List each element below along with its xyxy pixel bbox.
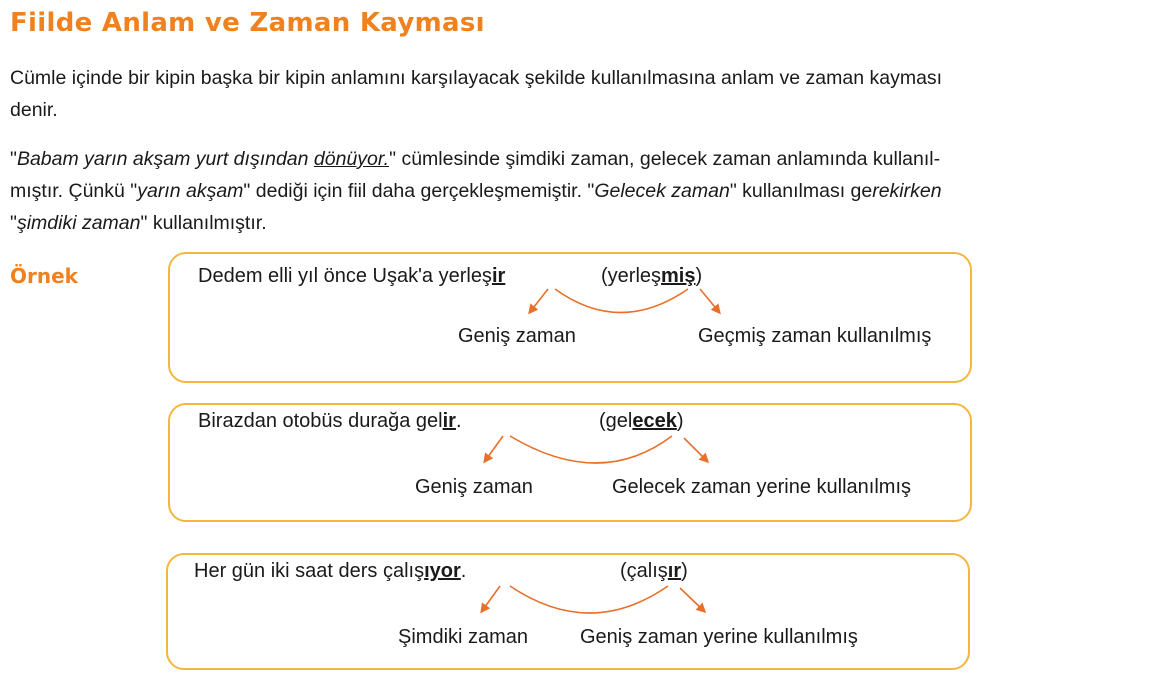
page-title: Fiilde Anlam ve Zaman Kayması xyxy=(10,8,485,38)
example-quote-verb: dönüyor. xyxy=(313,148,390,170)
example-sentence: Birazdan otobüs durağa gelir. xyxy=(198,410,462,432)
alternative-form: (gelecek) xyxy=(599,410,684,432)
explanation-text: mıştır. Çünkü " xyxy=(10,180,138,202)
quote-phrase: Gelecek zaman xyxy=(594,180,730,202)
quote-phrase: yarın akşam xyxy=(137,180,244,202)
quote-phrase: şimdiki zaman xyxy=(16,212,141,234)
tense-label-left: Geniş zaman xyxy=(458,325,576,347)
verb-suffix: ıyor xyxy=(424,560,461,582)
explanation-line-1 xyxy=(10,143,1145,175)
alternative-form: (yerleşmiş) xyxy=(601,265,703,287)
alt-suffix: ır xyxy=(667,560,682,582)
verb-suffix: ir xyxy=(491,265,506,287)
quote-mark: " xyxy=(389,148,397,170)
tense-label-right: Geniş zaman yerine kullanılmış xyxy=(580,626,858,648)
explanation-text-italic: rekirken xyxy=(872,180,942,202)
intro-line-1: Cümle içinde bir kipin başka bir kipin anlamını karşılayacak şekilde kullanılmasına anlam ve zaman kayması xyxy=(10,67,943,89)
alt-suffix: ecek xyxy=(632,410,677,432)
example-label: Örnek xyxy=(10,264,78,288)
example-sentence: Dedem elli yıl önce Uşak'a yerleşir xyxy=(198,265,506,287)
tense-label-right: Geçmiş zaman kullanılmış xyxy=(698,325,932,347)
explanation-text: " dediği için fiil daha gerçekleşmemiştir. " xyxy=(243,180,595,202)
example-sentence: Her gün iki saat ders çalışıyor. xyxy=(194,560,467,582)
explanation-line-3 xyxy=(10,207,1145,239)
alt-suffix: miş xyxy=(661,265,696,287)
intro-line-2: denir. xyxy=(10,99,58,121)
tense-label-left: Geniş zaman xyxy=(415,476,533,498)
example-quote: Babam yarın akşam yurt dışından xyxy=(16,148,314,170)
explanation-text: cümlesinde şimdiki zaman, gelecek zaman anlamında kullanıl- xyxy=(396,148,941,170)
explanation-paragraph xyxy=(10,143,1145,239)
tense-label-left: Şimdiki zaman xyxy=(398,626,529,648)
verb-suffix: ir xyxy=(442,410,456,432)
quote-mark: " xyxy=(10,148,17,170)
explanation-text: " xyxy=(10,212,17,234)
explanation-text: " kullanılması ge xyxy=(729,180,873,202)
explanation-text: " kullanılmıştır. xyxy=(140,212,267,234)
explanation-line-2 xyxy=(10,175,1145,207)
tense-label-right: Gelecek zaman yerine kullanılmış xyxy=(612,476,912,498)
alternative-form: (çalışır) xyxy=(620,560,688,582)
intro-paragraph xyxy=(10,62,1145,126)
